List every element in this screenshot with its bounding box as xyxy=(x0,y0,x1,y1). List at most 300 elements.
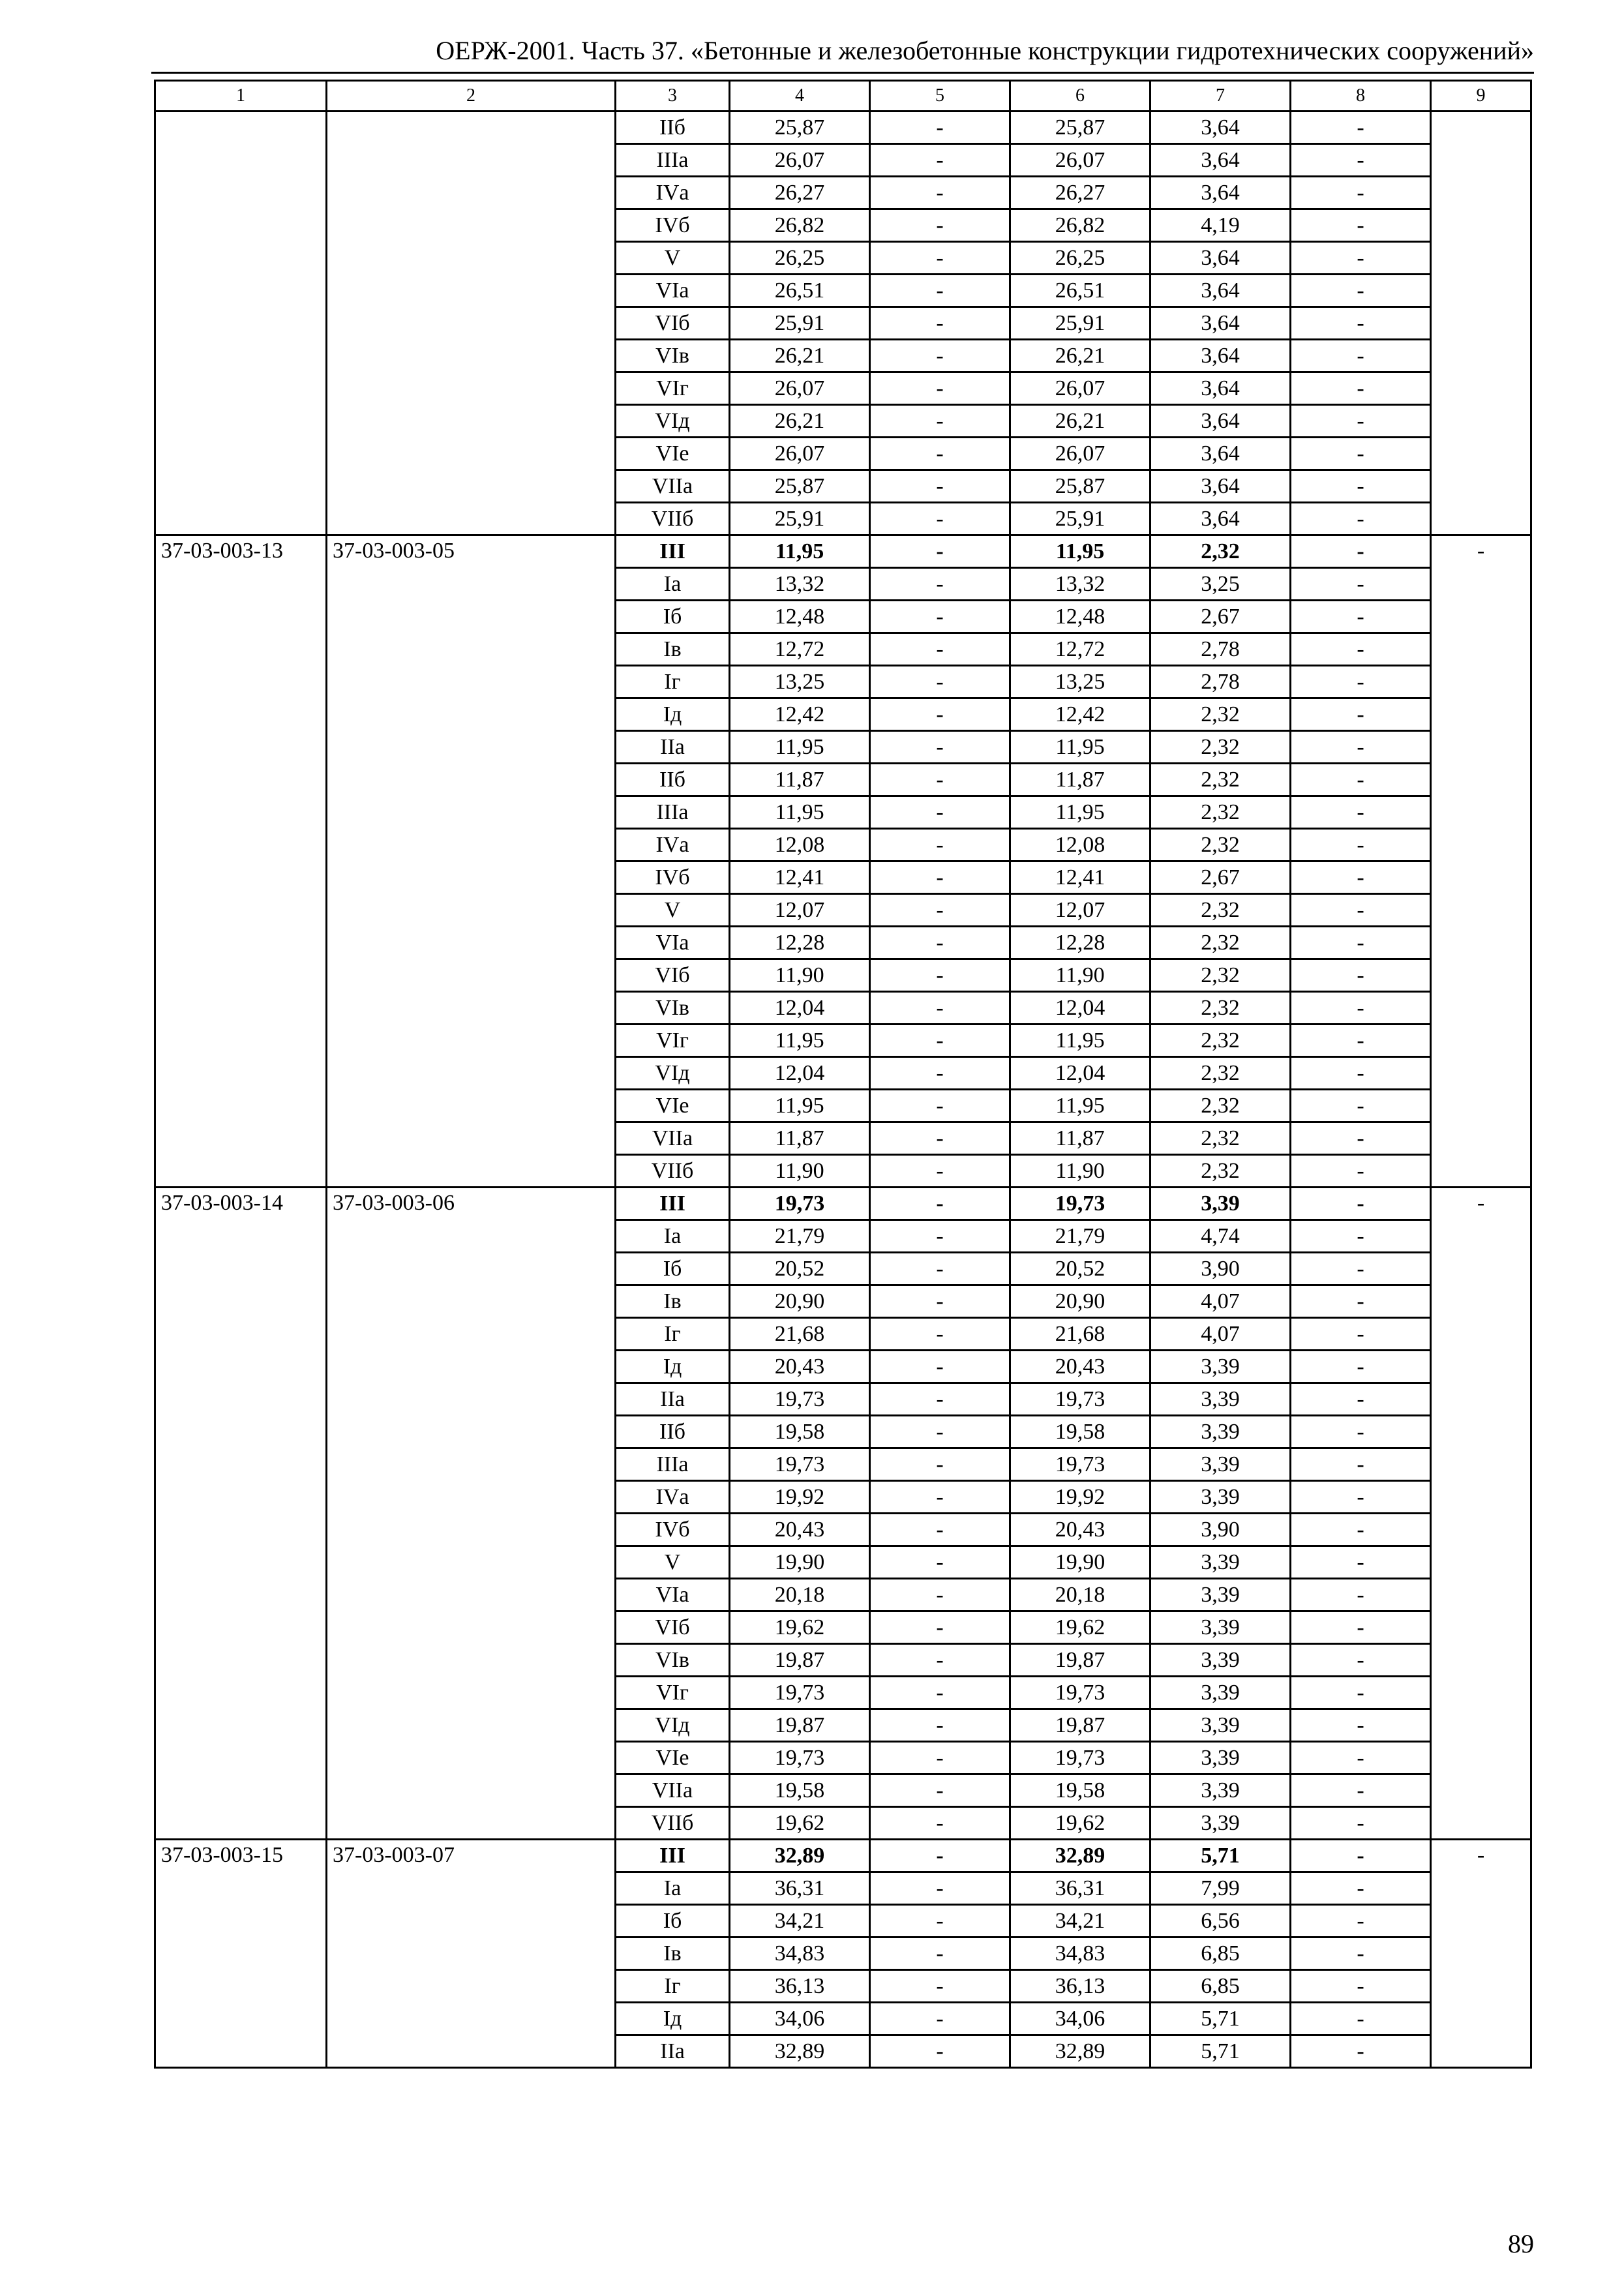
cell-col-3: III xyxy=(616,1188,730,1220)
cell-col-6: 19,73 xyxy=(1010,1742,1150,1774)
cell-col-4: 26,07 xyxy=(730,438,870,470)
cell-col-4: 26,82 xyxy=(730,209,870,242)
cell-col-4: 20,90 xyxy=(730,1285,870,1318)
cell-col-8: - xyxy=(1291,1383,1431,1416)
cell-col-6: 19,62 xyxy=(1010,1807,1150,1840)
cell-col-5: - xyxy=(870,568,1010,601)
cell-col-5: - xyxy=(870,1122,1010,1155)
cell-col-6: 12,07 xyxy=(1010,894,1150,927)
cell-col-3: IVб xyxy=(616,861,730,894)
cell-col-3: IVб xyxy=(616,209,730,242)
cell-col-8: - xyxy=(1291,1937,1431,1970)
cell-col-6: 12,04 xyxy=(1010,1057,1150,1090)
cell-col-6: 20,43 xyxy=(1010,1351,1150,1383)
column-number-row xyxy=(155,81,1531,112)
cell-col-7: 2,32 xyxy=(1150,535,1291,568)
cell-col-3: IIб xyxy=(616,1416,730,1448)
cell-col-4: 32,89 xyxy=(730,1840,870,1872)
cell-col-6: 12,04 xyxy=(1010,992,1150,1025)
cell-col-8: - xyxy=(1291,1709,1431,1742)
cell-col-4: 34,83 xyxy=(730,1937,870,1970)
cell-col-8: - xyxy=(1291,1285,1431,1318)
cell-col-8: - xyxy=(1291,503,1431,535)
cell-col-5: - xyxy=(870,1481,1010,1514)
cell-col-5: - xyxy=(870,1546,1010,1579)
cell-col-3: V xyxy=(616,242,730,275)
column-number: 7 xyxy=(1150,81,1291,112)
cell-col-3: IIа xyxy=(616,1383,730,1416)
cell-col-8: - xyxy=(1291,1416,1431,1448)
cell-col-6: 34,21 xyxy=(1010,1905,1150,1937)
cell-col-4: 19,92 xyxy=(730,1481,870,1514)
cell-col-4: 26,25 xyxy=(730,242,870,275)
cell-col-8: - xyxy=(1291,698,1431,731)
cell-col-4: 34,06 xyxy=(730,2003,870,2035)
cell-col-5: - xyxy=(870,1709,1010,1742)
cell-col-7: 2,32 xyxy=(1150,1122,1291,1155)
cell-col-8: - xyxy=(1291,372,1431,405)
cell-col-5: - xyxy=(870,372,1010,405)
cell-col-8: - xyxy=(1291,1155,1431,1188)
cell-col-6: 26,51 xyxy=(1010,275,1150,307)
cell-col-3: Iв xyxy=(616,1937,730,1970)
cell-col-7: 3,64 xyxy=(1150,144,1291,177)
cell-col-3: VIа xyxy=(616,927,730,959)
cell-col-6: 13,25 xyxy=(1010,666,1150,698)
cell-col-6: 19,73 xyxy=(1010,1383,1150,1416)
cell-col-5: - xyxy=(870,1285,1010,1318)
cell-col-3: Iг xyxy=(616,1970,730,2003)
cell-col-7: 2,32 xyxy=(1150,764,1291,796)
cell-col-4: 20,43 xyxy=(730,1514,870,1546)
cell-col-3: Iв xyxy=(616,1285,730,1318)
cell-col-5: - xyxy=(870,1905,1010,1937)
cell-col-4: 12,48 xyxy=(730,601,870,633)
cell-col-4: 11,95 xyxy=(730,731,870,764)
cell-col-6: 26,07 xyxy=(1010,372,1150,405)
cell-col-7: 3,64 xyxy=(1150,372,1291,405)
cell-col-6: 32,89 xyxy=(1010,1840,1150,1872)
cell-col-6: 21,68 xyxy=(1010,1318,1150,1351)
table-row xyxy=(155,1188,1531,1220)
column-number: 3 xyxy=(616,81,730,112)
cell-col-5: - xyxy=(870,1937,1010,1970)
cell-col-4: 19,62 xyxy=(730,1611,870,1644)
cell-col-5: - xyxy=(870,1970,1010,2003)
cell-col-6: 19,90 xyxy=(1010,1546,1150,1579)
cell-col-5: - xyxy=(870,2035,1010,2068)
cell-col-3: VIб xyxy=(616,307,730,340)
cell-col-7: 2,32 xyxy=(1150,1155,1291,1188)
cell-col-7: 2,32 xyxy=(1150,1025,1291,1057)
cell-col-9: - xyxy=(1431,1188,1531,1840)
cell-col-5: - xyxy=(870,1155,1010,1188)
cell-col-8: - xyxy=(1291,2003,1431,2035)
cell-col-5: - xyxy=(870,1448,1010,1481)
cell-col-4: 11,95 xyxy=(730,1025,870,1057)
cell-col-4: 20,52 xyxy=(730,1253,870,1285)
cell-col-7: 4,19 xyxy=(1150,209,1291,242)
rate-code-cell xyxy=(155,112,327,535)
cell-col-8: - xyxy=(1291,731,1431,764)
cell-col-3: Iа xyxy=(616,1872,730,1905)
cell-col-4: 25,87 xyxy=(730,112,870,144)
cell-col-5: - xyxy=(870,1318,1010,1351)
cell-col-7: 2,32 xyxy=(1150,731,1291,764)
cell-col-6: 20,52 xyxy=(1010,1253,1150,1285)
cell-col-4: 12,04 xyxy=(730,992,870,1025)
cell-col-5: - xyxy=(870,144,1010,177)
cell-col-4: 19,87 xyxy=(730,1644,870,1677)
cell-col-3: Iа xyxy=(616,568,730,601)
cell-col-6: 12,28 xyxy=(1010,927,1150,959)
cell-col-8: - xyxy=(1291,1188,1431,1220)
cell-col-5: - xyxy=(870,764,1010,796)
cell-col-6: 34,06 xyxy=(1010,2003,1150,2035)
cell-col-4: 11,95 xyxy=(730,796,870,829)
cell-col-8: - xyxy=(1291,927,1431,959)
cell-col-5: - xyxy=(870,470,1010,503)
cell-col-3: VIв xyxy=(616,1644,730,1677)
cell-col-5: - xyxy=(870,2003,1010,2035)
reference-code-cell: 37-03-003-06 xyxy=(327,1188,616,1840)
cell-col-8: - xyxy=(1291,2035,1431,2068)
cell-col-7: 6,56 xyxy=(1150,1905,1291,1937)
cell-col-4: 26,07 xyxy=(730,144,870,177)
cell-col-6: 36,13 xyxy=(1010,1970,1150,2003)
cell-col-3: VIIб xyxy=(616,1807,730,1840)
cell-col-6: 26,07 xyxy=(1010,144,1150,177)
column-number: 2 xyxy=(327,81,616,112)
cell-col-4: 12,07 xyxy=(730,894,870,927)
cell-col-8: - xyxy=(1291,438,1431,470)
cell-col-4: 36,31 xyxy=(730,1872,870,1905)
rate-code-cell: 37-03-003-13 xyxy=(155,535,327,1188)
reference-code-cell xyxy=(327,112,616,535)
cell-col-8: - xyxy=(1291,112,1431,144)
cell-col-8: - xyxy=(1291,1253,1431,1285)
cell-col-8: - xyxy=(1291,1840,1431,1872)
cell-col-3: VIв xyxy=(616,992,730,1025)
cell-col-4: 19,73 xyxy=(730,1448,870,1481)
cell-col-4: 11,90 xyxy=(730,1155,870,1188)
cell-col-3: Iб xyxy=(616,601,730,633)
cell-col-6: 20,43 xyxy=(1010,1514,1150,1546)
page-number: 89 xyxy=(1508,2229,1534,2258)
cell-col-4: 36,13 xyxy=(730,1970,870,2003)
cell-col-5: - xyxy=(870,1644,1010,1677)
cell-col-5: - xyxy=(870,438,1010,470)
cell-col-3: Iд xyxy=(616,1351,730,1383)
cell-col-3: IIб xyxy=(616,112,730,144)
cell-col-5: - xyxy=(870,861,1010,894)
cell-col-5: - xyxy=(870,1188,1010,1220)
cell-col-6: 20,18 xyxy=(1010,1579,1150,1611)
cell-col-8: - xyxy=(1291,1025,1431,1057)
cell-col-7: 3,64 xyxy=(1150,340,1291,372)
cell-col-6: 34,83 xyxy=(1010,1937,1150,1970)
cell-col-4: 19,62 xyxy=(730,1807,870,1840)
cell-col-3: IVа xyxy=(616,1481,730,1514)
cell-col-3: VIд xyxy=(616,1709,730,1742)
rate-code-cell: 37-03-003-15 xyxy=(155,1840,327,2068)
cell-col-3: VIд xyxy=(616,1057,730,1090)
cell-col-3: VIIа xyxy=(616,1122,730,1155)
cell-col-6: 13,32 xyxy=(1010,568,1150,601)
cell-col-4: 13,25 xyxy=(730,666,870,698)
cell-col-7: 2,78 xyxy=(1150,633,1291,666)
cell-col-5: - xyxy=(870,1383,1010,1416)
cell-col-3: VIе xyxy=(616,1742,730,1774)
cell-col-3: IIIа xyxy=(616,1448,730,1481)
cell-col-7: 3,64 xyxy=(1150,438,1291,470)
cell-col-8: - xyxy=(1291,405,1431,438)
cell-col-3: VIе xyxy=(616,1090,730,1122)
cell-col-6: 12,72 xyxy=(1010,633,1150,666)
cell-col-6: 25,91 xyxy=(1010,503,1150,535)
cell-col-7: 3,39 xyxy=(1150,1774,1291,1807)
cell-col-3: IVа xyxy=(616,177,730,209)
column-number: 9 xyxy=(1431,81,1531,112)
cell-col-4: 19,73 xyxy=(730,1677,870,1709)
cell-col-7: 2,32 xyxy=(1150,992,1291,1025)
cell-col-5: - xyxy=(870,1220,1010,1253)
cell-col-7: 6,85 xyxy=(1150,1970,1291,2003)
cell-col-6: 11,95 xyxy=(1010,796,1150,829)
cell-col-5: - xyxy=(870,1253,1010,1285)
cell-col-8: - xyxy=(1291,1220,1431,1253)
cell-col-4: 12,72 xyxy=(730,633,870,666)
cell-col-4: 11,95 xyxy=(730,1090,870,1122)
cell-col-6: 20,90 xyxy=(1010,1285,1150,1318)
cell-col-4: 25,91 xyxy=(730,503,870,535)
cell-col-5: - xyxy=(870,112,1010,144)
cell-col-4: 26,21 xyxy=(730,340,870,372)
cell-col-8: - xyxy=(1291,242,1431,275)
cell-col-7: 3,39 xyxy=(1150,1351,1291,1383)
cell-col-3: VIе xyxy=(616,438,730,470)
cell-col-7: 3,39 xyxy=(1150,1644,1291,1677)
cell-col-5: - xyxy=(870,1090,1010,1122)
cell-col-7: 3,39 xyxy=(1150,1448,1291,1481)
cell-col-8: - xyxy=(1291,144,1431,177)
cell-col-5: - xyxy=(870,666,1010,698)
cell-col-6: 36,31 xyxy=(1010,1872,1150,1905)
cell-col-5: - xyxy=(870,535,1010,568)
cell-col-7: 3,90 xyxy=(1150,1253,1291,1285)
cell-col-8: - xyxy=(1291,633,1431,666)
cell-col-3: VIг xyxy=(616,372,730,405)
cell-col-4: 19,90 xyxy=(730,1546,870,1579)
cell-col-5: - xyxy=(870,633,1010,666)
cell-col-3: VIг xyxy=(616,1025,730,1057)
cell-col-7: 3,25 xyxy=(1150,568,1291,601)
cell-col-5: - xyxy=(870,731,1010,764)
cell-col-5: - xyxy=(870,209,1010,242)
cell-col-6: 19,92 xyxy=(1010,1481,1150,1514)
cell-col-3: VIб xyxy=(616,1611,730,1644)
cell-col-6: 19,73 xyxy=(1010,1188,1150,1220)
cell-col-3: IVб xyxy=(616,1514,730,1546)
cell-col-5: - xyxy=(870,1677,1010,1709)
cell-col-6: 26,21 xyxy=(1010,340,1150,372)
cell-col-8: - xyxy=(1291,1546,1431,1579)
cell-col-5: - xyxy=(870,1611,1010,1644)
table-row xyxy=(155,1840,1531,1872)
cell-col-7: 3,39 xyxy=(1150,1579,1291,1611)
cell-col-3: III xyxy=(616,1840,730,1872)
cell-col-7: 3,64 xyxy=(1150,242,1291,275)
cell-col-6: 26,25 xyxy=(1010,242,1150,275)
cell-col-7: 2,32 xyxy=(1150,927,1291,959)
column-number: 1 xyxy=(155,81,327,112)
cell-col-3: V xyxy=(616,1546,730,1579)
cell-col-4: 26,07 xyxy=(730,372,870,405)
cell-col-8: - xyxy=(1291,1807,1431,1840)
cell-col-4: 21,68 xyxy=(730,1318,870,1351)
cell-col-3: Iд xyxy=(616,2003,730,2035)
cell-col-5: - xyxy=(870,1514,1010,1546)
rates-table xyxy=(154,80,1532,2069)
table-body xyxy=(155,81,1531,2068)
cell-col-6: 26,82 xyxy=(1010,209,1150,242)
cell-col-6: 11,95 xyxy=(1010,535,1150,568)
column-number: 4 xyxy=(730,81,870,112)
cell-col-7: 6,85 xyxy=(1150,1937,1291,1970)
cell-col-6: 11,87 xyxy=(1010,764,1150,796)
cell-col-7: 5,71 xyxy=(1150,2035,1291,2068)
cell-col-7: 3,64 xyxy=(1150,470,1291,503)
cell-col-4: 12,08 xyxy=(730,829,870,861)
cell-col-4: 12,04 xyxy=(730,1057,870,1090)
cell-col-6: 26,21 xyxy=(1010,405,1150,438)
cell-col-7: 5,71 xyxy=(1150,2003,1291,2035)
cell-col-7: 3,64 xyxy=(1150,275,1291,307)
cell-col-4: 19,87 xyxy=(730,1709,870,1742)
cell-col-3: VIв xyxy=(616,340,730,372)
cell-col-5: - xyxy=(870,1872,1010,1905)
cell-col-4: 12,28 xyxy=(730,927,870,959)
cell-col-4: 11,87 xyxy=(730,1122,870,1155)
cell-col-5: - xyxy=(870,307,1010,340)
cell-col-6: 12,41 xyxy=(1010,861,1150,894)
cell-col-4: 21,79 xyxy=(730,1220,870,1253)
cell-col-9: - xyxy=(1431,1840,1531,2068)
cell-col-7: 2,32 xyxy=(1150,796,1291,829)
cell-col-8: - xyxy=(1291,1742,1431,1774)
cell-col-4: 19,73 xyxy=(730,1742,870,1774)
cell-col-4: 34,21 xyxy=(730,1905,870,1937)
rate-code-cell: 37-03-003-14 xyxy=(155,1188,327,1840)
cell-col-8: - xyxy=(1291,894,1431,927)
cell-col-7: 7,99 xyxy=(1150,1872,1291,1905)
table-row xyxy=(155,535,1531,568)
cell-col-3: IIа xyxy=(616,731,730,764)
cell-col-5: - xyxy=(870,1742,1010,1774)
cell-col-7: 3,39 xyxy=(1150,1677,1291,1709)
cell-col-8: - xyxy=(1291,177,1431,209)
cell-col-6: 12,48 xyxy=(1010,601,1150,633)
cell-col-3: IIа xyxy=(616,2035,730,2068)
cell-col-5: - xyxy=(870,405,1010,438)
cell-col-7: 5,71 xyxy=(1150,1840,1291,1872)
cell-col-6: 11,87 xyxy=(1010,1122,1150,1155)
cell-col-7: 3,64 xyxy=(1150,177,1291,209)
cell-col-7: 2,67 xyxy=(1150,861,1291,894)
cell-col-4: 12,41 xyxy=(730,861,870,894)
cell-col-3: VIIа xyxy=(616,470,730,503)
cell-col-7: 2,32 xyxy=(1150,1090,1291,1122)
cell-col-3: IIIа xyxy=(616,796,730,829)
header-rule xyxy=(151,72,1534,74)
reference-code-cell: 37-03-003-05 xyxy=(327,535,616,1188)
cell-col-7: 3,39 xyxy=(1150,1481,1291,1514)
cell-col-5: - xyxy=(870,894,1010,927)
cell-col-7: 3,64 xyxy=(1150,112,1291,144)
cell-col-8: - xyxy=(1291,764,1431,796)
cell-col-7: 3,64 xyxy=(1150,405,1291,438)
cell-col-8: - xyxy=(1291,1644,1431,1677)
cell-col-7: 3,64 xyxy=(1150,307,1291,340)
cell-col-3: VIIб xyxy=(616,1155,730,1188)
cell-col-7: 3,39 xyxy=(1150,1546,1291,1579)
cell-col-8: - xyxy=(1291,992,1431,1025)
cell-col-4: 19,73 xyxy=(730,1188,870,1220)
cell-col-7: 4,74 xyxy=(1150,1220,1291,1253)
cell-col-5: - xyxy=(870,1025,1010,1057)
cell-col-3: Iб xyxy=(616,1253,730,1285)
cell-col-8: - xyxy=(1291,959,1431,992)
cell-col-3: Iб xyxy=(616,1905,730,1937)
cell-col-6: 11,90 xyxy=(1010,959,1150,992)
cell-col-8: - xyxy=(1291,1448,1431,1481)
cell-col-4: 20,18 xyxy=(730,1579,870,1611)
cell-col-6: 19,58 xyxy=(1010,1416,1150,1448)
cell-col-5: - xyxy=(870,1416,1010,1448)
cell-col-7: 3,39 xyxy=(1150,1611,1291,1644)
cell-col-6: 26,27 xyxy=(1010,177,1150,209)
cell-col-5: - xyxy=(870,1774,1010,1807)
cell-col-7: 2,32 xyxy=(1150,698,1291,731)
cell-col-8: - xyxy=(1291,307,1431,340)
cell-col-8: - xyxy=(1291,470,1431,503)
cell-col-6: 19,58 xyxy=(1010,1774,1150,1807)
cell-col-8: - xyxy=(1291,796,1431,829)
cell-col-3: VIд xyxy=(616,405,730,438)
cell-col-7: 3,64 xyxy=(1150,503,1291,535)
cell-col-7: 3,39 xyxy=(1150,1416,1291,1448)
cell-col-6: 25,87 xyxy=(1010,112,1150,144)
cell-col-4: 25,91 xyxy=(730,307,870,340)
cell-col-8: - xyxy=(1291,1318,1431,1351)
cell-col-5: - xyxy=(870,698,1010,731)
cell-col-5: - xyxy=(870,503,1010,535)
table-row xyxy=(155,112,1531,144)
cell-col-8: - xyxy=(1291,1122,1431,1155)
cell-col-7: 4,07 xyxy=(1150,1285,1291,1318)
cell-col-6: 19,73 xyxy=(1010,1448,1150,1481)
cell-col-8: - xyxy=(1291,1872,1431,1905)
cell-col-8: - xyxy=(1291,1579,1431,1611)
cell-col-3: IIб xyxy=(616,764,730,796)
cell-col-5: - xyxy=(870,1579,1010,1611)
cell-col-4: 20,43 xyxy=(730,1351,870,1383)
cell-col-7: 4,07 xyxy=(1150,1318,1291,1351)
cell-col-4: 11,95 xyxy=(730,535,870,568)
cell-col-4: 32,89 xyxy=(730,2035,870,2068)
cell-col-5: - xyxy=(870,1351,1010,1383)
cell-col-7: 3,39 xyxy=(1150,1188,1291,1220)
